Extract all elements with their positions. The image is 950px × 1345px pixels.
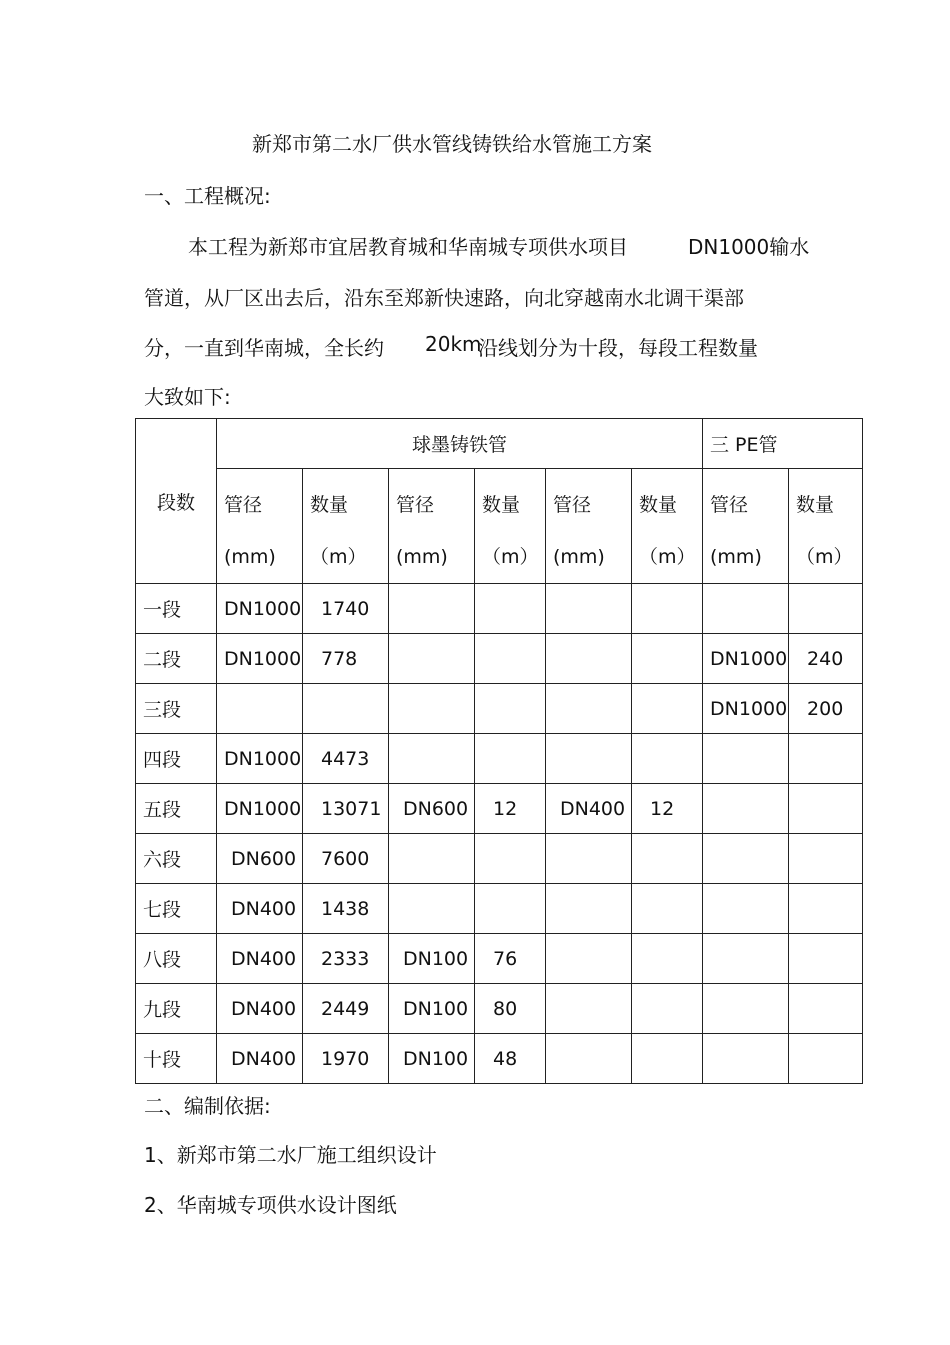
- segment-cell: 二段: [136, 634, 217, 684]
- table-cell: 48: [475, 1034, 546, 1084]
- table-cell: 1438: [303, 884, 389, 934]
- table-cell: [546, 834, 632, 884]
- table-cell: 2333: [303, 934, 389, 984]
- table-cell: 1740: [303, 584, 389, 634]
- header-diameter: 管径 (mm): [703, 469, 789, 584]
- header-pe: 三 PE管: [703, 419, 863, 469]
- table-cell: [217, 684, 303, 734]
- segment-cell: 七段: [136, 884, 217, 934]
- table-cell: [703, 784, 789, 834]
- segment-cell: 六段: [136, 834, 217, 884]
- paragraph-text: 分，一直到华南城，全长约: [144, 336, 384, 360]
- table-row: [136, 934, 863, 984]
- table-cell: 200: [789, 684, 863, 734]
- table-cell: 13071: [303, 784, 389, 834]
- table-cell: [546, 884, 632, 934]
- section-heading-basis: 二、编制依据:: [144, 1094, 271, 1118]
- table-cell: DN100: [389, 1034, 475, 1084]
- table-cell: [389, 884, 475, 934]
- table-cell: [789, 584, 863, 634]
- table-cell: DN1000: [217, 784, 303, 834]
- table-cell: [632, 584, 703, 634]
- table-cell: DN1000: [703, 684, 789, 734]
- header-quantity: 数量 （m）: [303, 469, 389, 584]
- document-title: 新郑市第二水厂供水管线铸铁给水管施工方案: [252, 132, 652, 156]
- table-cell: DN1000: [217, 734, 303, 784]
- table-row: [136, 984, 863, 1034]
- segment-cell: 五段: [136, 784, 217, 834]
- table-cell: DN600: [389, 784, 475, 834]
- segment-cell: 一段: [136, 584, 217, 634]
- paragraph-text: 本工程为新郑市宜居教育城和华南城专项供水项目: [188, 235, 628, 259]
- table-cell: [475, 634, 546, 684]
- quantity-table: [135, 418, 863, 1084]
- reference-item: 1、新郑市第二水厂施工组织设计: [144, 1143, 437, 1167]
- table-row: [136, 584, 863, 634]
- header-quantity: 数量 （m）: [789, 469, 863, 584]
- table-cell: 4473: [303, 734, 389, 784]
- segment-cell: 三段: [136, 684, 217, 734]
- table-cell: DN1000: [217, 634, 303, 684]
- table-cell: [703, 834, 789, 884]
- table-cell: [789, 834, 863, 884]
- header-diameter: 管径 (mm): [546, 469, 632, 584]
- paragraph-text: DN1000输水: [688, 235, 810, 259]
- table-cell: [632, 684, 703, 734]
- table-cell: [789, 884, 863, 934]
- header-segment: 段数: [136, 419, 217, 584]
- table-cell: 12: [632, 784, 703, 834]
- table-cell: [546, 684, 632, 734]
- header-ductile-iron: 球墨铸铁管: [217, 419, 703, 469]
- table-cell: [632, 834, 703, 884]
- table-cell: [389, 834, 475, 884]
- table-cell: [389, 734, 475, 784]
- table-cell: [789, 934, 863, 984]
- table-cell: DN400: [546, 784, 632, 834]
- table-cell: 80: [475, 984, 546, 1034]
- table-cell: [475, 884, 546, 934]
- table-row: [136, 684, 863, 734]
- paragraph-text: 沿线划分为十段，每段工程数量: [478, 336, 758, 360]
- table-cell: [475, 834, 546, 884]
- segment-cell: 十段: [136, 1034, 217, 1084]
- table-cell: [703, 934, 789, 984]
- table-cell: 1970: [303, 1034, 389, 1084]
- header-quantity: 数量 （m）: [632, 469, 703, 584]
- table-cell: [475, 584, 546, 634]
- table-row: [136, 734, 863, 784]
- table-cell: [789, 1034, 863, 1084]
- table-cell: [546, 584, 632, 634]
- table-cell: [632, 934, 703, 984]
- table-cell: [789, 734, 863, 784]
- table-cell: [546, 934, 632, 984]
- table-cell: [703, 884, 789, 934]
- table-cell: 7600: [303, 834, 389, 884]
- table-row: [136, 834, 863, 884]
- table-cell: [546, 734, 632, 784]
- table-row: [136, 784, 863, 834]
- reference-item: 2、华南城专项供水设计图纸: [144, 1193, 397, 1217]
- paragraph-text: 管道，从厂区出去后，沿东至郑新快速路，向北穿越南水北调干渠部: [144, 286, 744, 310]
- section-heading-overview: 一、工程概况:: [144, 184, 271, 208]
- table-cell: [703, 734, 789, 784]
- table-cell: [389, 584, 475, 634]
- table-cell: [475, 734, 546, 784]
- table-cell: DN100: [389, 934, 475, 984]
- table-cell: [475, 684, 546, 734]
- table-cell: [632, 634, 703, 684]
- table-cell: [703, 984, 789, 1034]
- table-cell: 76: [475, 934, 546, 984]
- table-cell: DN400: [217, 1034, 303, 1084]
- header-diameter: 管径 (mm): [217, 469, 303, 584]
- table-cell: 778: [303, 634, 389, 684]
- segment-cell: 四段: [136, 734, 217, 784]
- table-cell: [632, 984, 703, 1034]
- paragraph-text: 大致如下:: [144, 385, 231, 409]
- header-diameter: 管径 (mm): [389, 469, 475, 584]
- table-cell: [632, 884, 703, 934]
- table-cell: 2449: [303, 984, 389, 1034]
- table-cell: DN1000: [703, 634, 789, 684]
- table-cell: DN400: [217, 984, 303, 1034]
- table-cell: [389, 634, 475, 684]
- table-cell: DN600: [217, 834, 303, 884]
- segment-cell: 九段: [136, 984, 217, 1034]
- table-row: [136, 1034, 863, 1084]
- header-quantity: 数量 （m）: [475, 469, 546, 584]
- table-cell: [546, 984, 632, 1034]
- table-cell: [703, 1034, 789, 1084]
- table-cell: 12: [475, 784, 546, 834]
- segment-cell: 八段: [136, 934, 217, 984]
- table-cell: DN400: [217, 934, 303, 984]
- table-cell: [303, 684, 389, 734]
- table-cell: [389, 684, 475, 734]
- table-cell: [632, 1034, 703, 1084]
- table-cell: DN100: [389, 984, 475, 1034]
- table-cell: DN1000: [217, 584, 303, 634]
- table-cell: 240: [789, 634, 863, 684]
- table-row: [136, 884, 863, 934]
- paragraph-text: 20km: [425, 332, 482, 356]
- table-cell: DN400: [217, 884, 303, 934]
- table-row: [136, 634, 863, 684]
- table-cell: [789, 984, 863, 1034]
- table-cell: [703, 584, 789, 634]
- table-cell: [789, 784, 863, 834]
- table-cell: [632, 734, 703, 784]
- table-cell: [546, 1034, 632, 1084]
- table-cell: [546, 634, 632, 684]
